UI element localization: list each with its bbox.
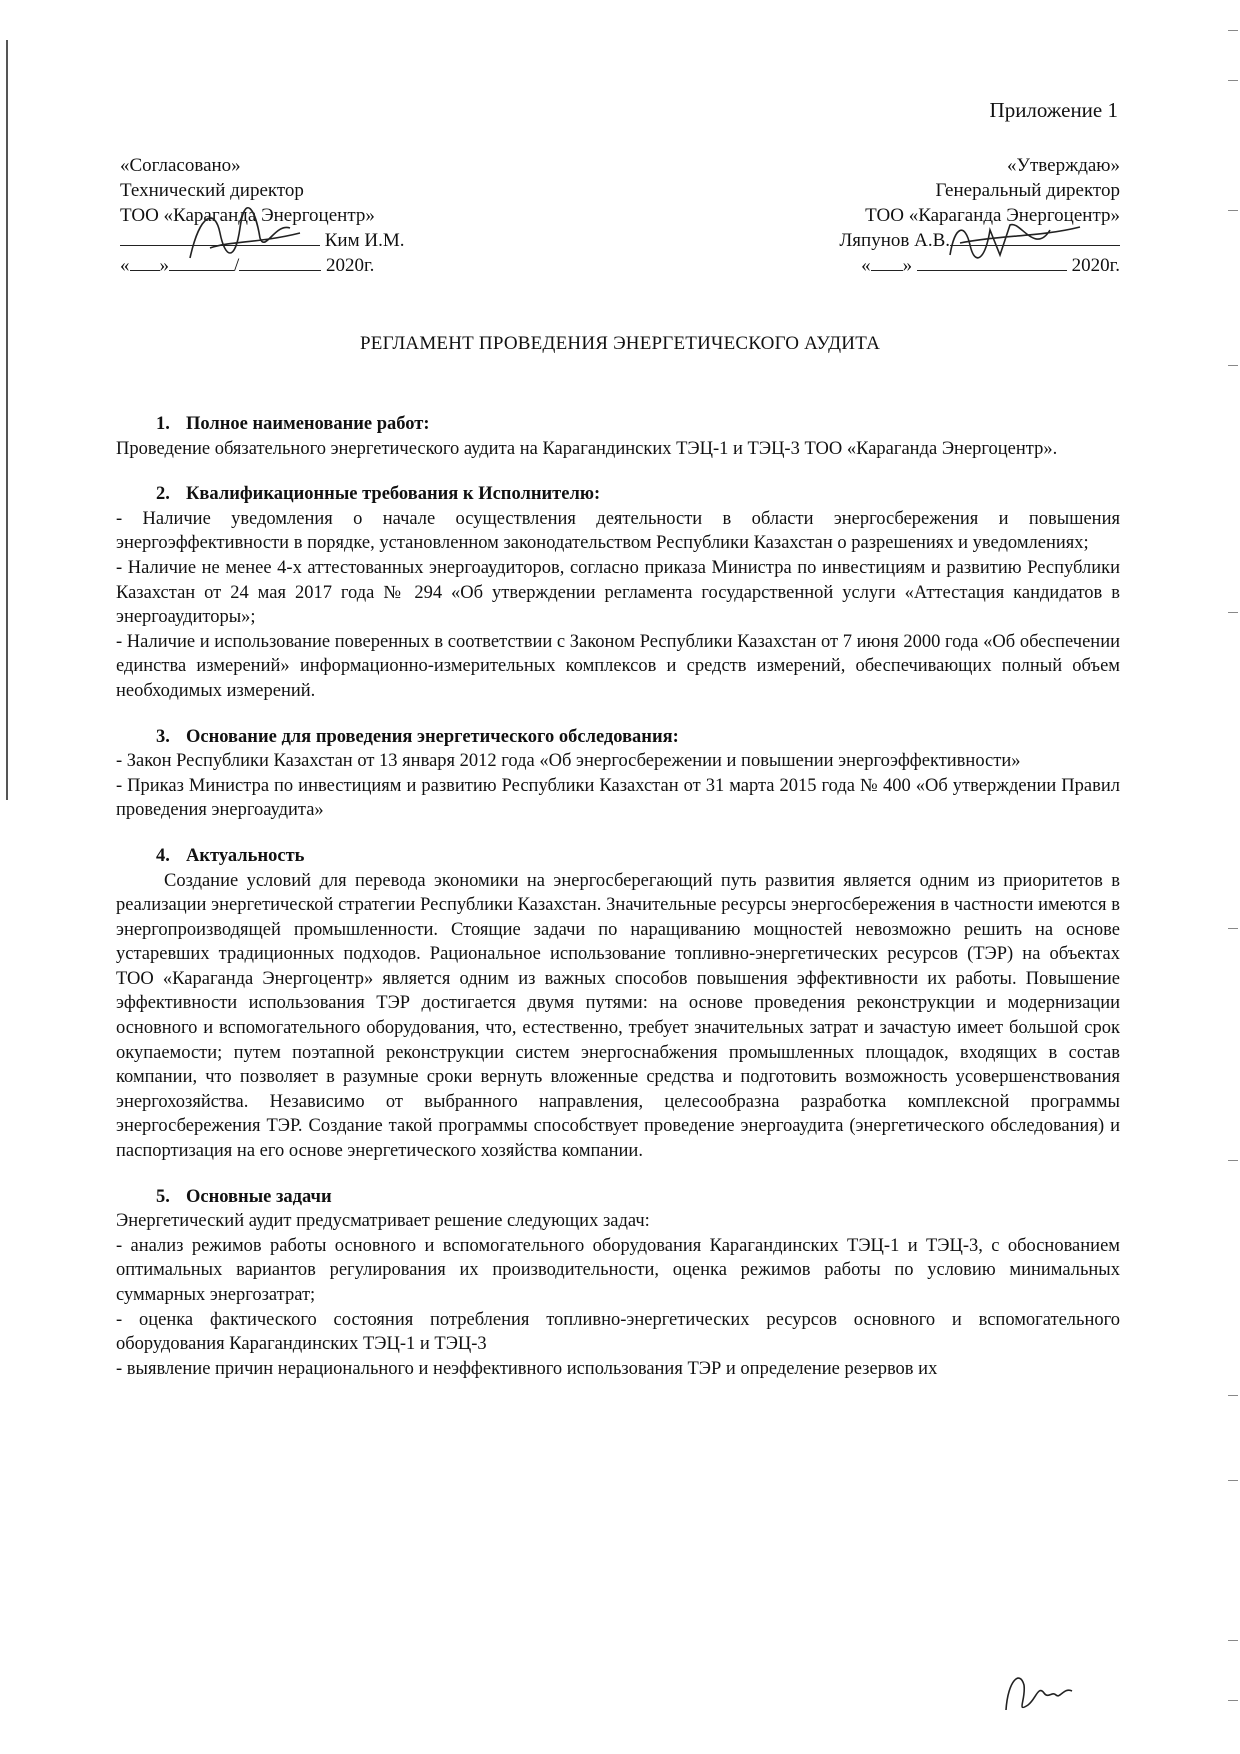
section-paragraph: Энергетический аудит предусматривает решение следующих задач: (116, 1211, 650, 1232)
section-heading: 2. Квалификационные требования к Исполнителю: (156, 484, 601, 505)
section-paragraph: Создание условий для перевода экономики на энергосберегающий путь развития является одним из приоритетов в реализации энергетической стратегии Республики Казахстан. Значительные ресурсы энергосбережения в частности имеются в энергопроизводящей промышленности. Стоящие задачи по наращиванию мощностей невозможно решить на основе устаревших традиционных подходов. Рациональное использование топливно-энергетических ресурсов (ТЭР) на объектах ТОО «Караганда Энергоцентр» является одним из важных способов повышения эффективности их работы. Повышение эффективности использования ТЭР достигается двумя путями: на основе проведения реконструкции и модернизации основного и вспомогательного оборудования, что, естественно, требует значительных затрат и зачастую имеет большой срок окупаемости; путем поэтапной реконструкции систем энергоснабжения промышленных площадок, входящих в состав компании, что позволяет в разумные сроки вернуть вложенные средства и подготовить возможность усовершенствования энергохозяйства. Независимо от выбранного направления, целесообразна разработка комплексной программы энергосбережения ТЭР. Создание такой программы способствует проведение энергоаудита (энергетического обследования) и паспортизация на его основе энергетического хозяйства компании. (116, 870, 1120, 1162)
approval-approved-company: ТОО «Караганда Энергоцентр» (865, 205, 1120, 226)
section-5 (116, 1185, 1120, 1382)
approval-agreed-position: Технический директор (120, 180, 304, 201)
document-title: РЕГЛАМЕНТ ПРОВЕДЕНИЯ ЭНЕРГЕТИЧЕСКОГО АУДИТА (360, 333, 880, 354)
section-heading: 3. Основание для проведения энергетического обследования: (156, 726, 679, 747)
section-paragraph: - Наличие уведомления о начале осуществления деятельности в области энергосбережения и повышения энергоэффективности в порядке, установленном законодательством Республики Казахстан о разрешениях и уведомлениях; (116, 508, 1120, 554)
signature-general-director (940, 215, 1090, 265)
section-2 (116, 482, 1120, 703)
approval-agreed-company: ТОО «Караганда Энергоцентр» (120, 205, 375, 226)
section-heading: 4. Актуальность (156, 845, 305, 866)
signature-technical-director (180, 203, 310, 273)
section-paragraph: - Закон Республики Казахстан от 13 января 2012 года «Об энергосбережении и повышении энергоэффективности» (116, 751, 1021, 772)
section-paragraph: - Наличие и использование поверенных в соответствии с Законом Республики Казахстан от 7 июня 2000 года «Об обеспечении единства измерений» информационно-измерительных комплексов и средств измерений, обеспечивающих полный объем необходимых измерений. (116, 631, 1120, 701)
document-body (116, 412, 1120, 1402)
approval-approved-position: Генеральный директор (935, 180, 1120, 201)
approval-agreed-heading: «Согласовано» (120, 155, 241, 176)
section-4 (116, 844, 1120, 1164)
approval-approved-name: Ляпунов А.В. (839, 230, 950, 251)
appendix-label: Приложение 1 (989, 98, 1118, 122)
approval-agreed-name: Ким И.М. (324, 230, 405, 251)
approval-agreed-date-line: « » / 2020г. (120, 255, 375, 276)
approval-block-approved (800, 153, 1120, 278)
scan-edge-left (6, 40, 8, 800)
section-paragraph: - выявление причин нерационального и неэффективного использования ТЭР и определение резервов их (116, 1358, 938, 1379)
section-paragraph: Проведение обязательного энергетического аудита на Карагандинских ТЭЦ-1 и ТЭЦ-3 ТОО «Караганда Энергоцентр». (116, 438, 1058, 459)
section-1 (116, 412, 1120, 461)
section-paragraph: - оценка фактического состояния потребления топливно-энергетических ресурсов основного и вспомогательного оборудования Карагандинских ТЭЦ-1 и ТЭЦ-3 (116, 1309, 1120, 1355)
scan-edge-right (1226, 0, 1240, 1754)
section-heading: 5. Основные задачи (156, 1186, 332, 1207)
section-3 (116, 725, 1120, 823)
section-paragraph: - Приказ Министра по инвестициям и развитию Республики Казахстан от 31 марта 2015 года № 400 «Об утверждении Правил проведения энергоаудита» (116, 775, 1120, 821)
approval-block-agreed (120, 153, 440, 278)
approval-approved-date-line: « » 2020г. (861, 255, 1120, 276)
approval-approved-year: 2020г. (1071, 255, 1120, 276)
section-heading: 1. Полное наименование работ: (156, 414, 430, 434)
page-initials-signature (998, 1665, 1078, 1720)
section-paragraph: - анализ режимов работы основного и вспомогательного оборудования Карагандинских ТЭЦ-1 и ТЭЦ-3, с обоснованием оптимальных вариантов регулирования их производительности, оценка режимов работы по условию минимальных суммарных энергозатрат; (116, 1235, 1120, 1305)
approval-approved-heading: «Утверждаю» (1007, 155, 1120, 176)
approval-agreed-year: 2020г. (326, 255, 375, 276)
section-paragraph: - Наличие не менее 4-х аттестованных энергоаудиторов, согласно приказа Министра по инвестициям и развитию Республики Казахстан от 24 мая 2017 года № 294 «Об утверждении регламента государственной услуги «Аттестация кандидатов в энергоаудиторы»; (116, 557, 1120, 628)
